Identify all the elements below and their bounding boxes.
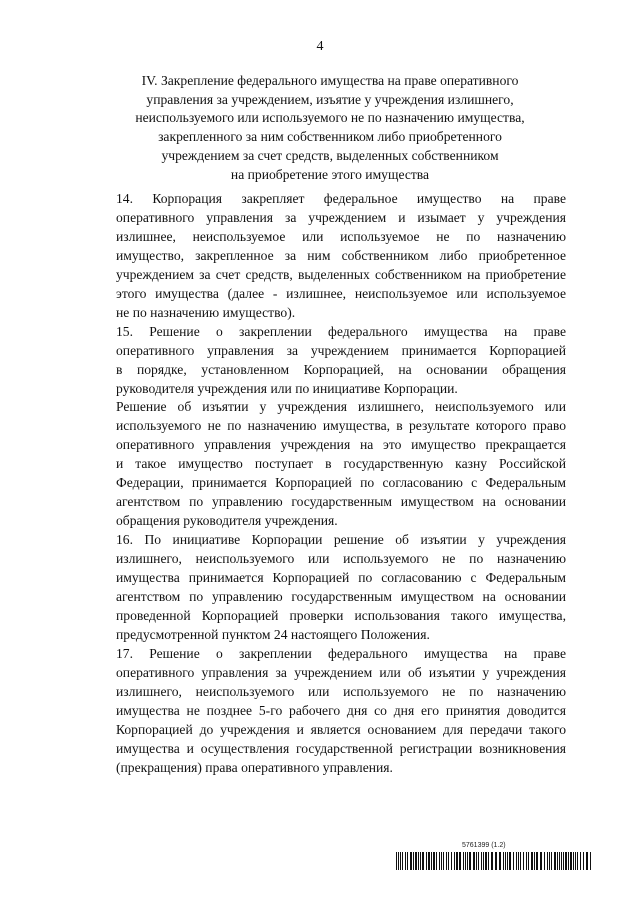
- text-line: 14. Корпорация закрепляет федеральное имущество на праве: [116, 191, 566, 206]
- paragraph-16: [74, 531, 566, 645]
- text-line: руководителя учреждения или по инициативе Корпорации.: [116, 380, 458, 396]
- text-line: этого имущества (далее - излишнее, неиспользуемое или используемое: [116, 285, 566, 301]
- paragraph-14: [74, 190, 566, 323]
- text-line: излишнего, неиспользуемого или используемого не по назначению: [116, 683, 566, 699]
- text-line: и такое имущество поступает в государственную казну Российской: [116, 456, 566, 472]
- heading-line: закрепленного за ним собственником либо приобретенного: [158, 129, 502, 145]
- text-line: излишнее, неиспользуемое или используемое не по назначению: [116, 228, 566, 244]
- heading-line: неиспользуемого или используемого не по назначению имущества,: [135, 110, 525, 126]
- text-line: имущества принимается Корпорацией по согласованию с Федеральным: [116, 570, 566, 586]
- text-line: Решение об изъятии у учреждения излишнего, неиспользуемого или: [116, 399, 566, 415]
- text-line: не по назначению имущество).: [116, 304, 296, 320]
- heading-line: управления за учреждением, изъятие у учреждения излишнего,: [146, 91, 514, 107]
- paragraph-17: [74, 645, 566, 778]
- text-line: оперативного управления за учреждением или об изъятии у учреждения: [116, 664, 566, 680]
- text-line: Федерации, принимается Корпорацией по согласованию с Федеральным: [116, 475, 566, 491]
- text-line: Корпорацией до учреждения и является основанием для передачи такого: [116, 721, 566, 737]
- text-line: агентством по управлению государственным имуществом на основании: [116, 494, 566, 510]
- text-line: 17. Решение о закреплении федерального имущества на праве: [116, 645, 566, 661]
- barcode-number: 5761399 (1.2): [462, 842, 506, 849]
- text-line: (прекращения) права оперативного управления.: [116, 759, 393, 775]
- text-line: имущество, закрепленное за ним собственником либо приобретенное: [116, 247, 566, 263]
- text-line: имущества и осуществления государственной регистрации возникновения: [116, 740, 566, 756]
- document-body: [74, 190, 566, 778]
- barcode-image: [396, 852, 592, 870]
- text-line: оперативного управления учреждения на это имущество прекращается: [116, 437, 566, 453]
- text-line: в порядке, установленном Корпорацией, на основании обращения: [116, 361, 566, 377]
- section-heading: [80, 72, 580, 184]
- text-line: 16. По инициативе Корпорации решение об изъятии у учреждения: [116, 532, 566, 548]
- heading-line: IV. Закрепление федерального имущества на праве оперативного: [141, 73, 519, 88]
- text-line: предусмотренной пунктом 24 настоящего Положения.: [116, 626, 430, 642]
- text-line: проведенной Корпорацией проверки использования такого имущества,: [116, 607, 566, 623]
- paragraph-15-withdrawal: [74, 398, 566, 531]
- text-line: имущества не позднее 5-го рабочего дня со дня его принятия доводится: [116, 702, 566, 718]
- text-line: агентством по управлению государственным имуществом на основании: [116, 589, 566, 605]
- text-line: оперативного управления за учреждением принимается Корпорацией: [116, 342, 566, 358]
- text-line: излишнего, неиспользуемого или используемого не по назначению: [116, 551, 566, 567]
- text-line: 15. Решение о закреплении федерального имущества на праве: [116, 323, 566, 339]
- text-line: обращения руководителя учреждения.: [116, 513, 338, 529]
- heading-line: на приобретение этого имущества: [230, 166, 430, 182]
- text-line: используемого не по назначению имущества, в результате которого право: [116, 418, 566, 434]
- heading-line: учреждением за счет средств, выделенных собственником: [161, 147, 499, 163]
- page-number: 4: [316, 39, 324, 54]
- text-line: учреждением за счет средств, выделенных собственником на приобретение: [116, 266, 566, 282]
- paragraph-15: [74, 323, 566, 399]
- text-line: оперативного управления за учреждением и изымает у учреждения: [116, 209, 566, 225]
